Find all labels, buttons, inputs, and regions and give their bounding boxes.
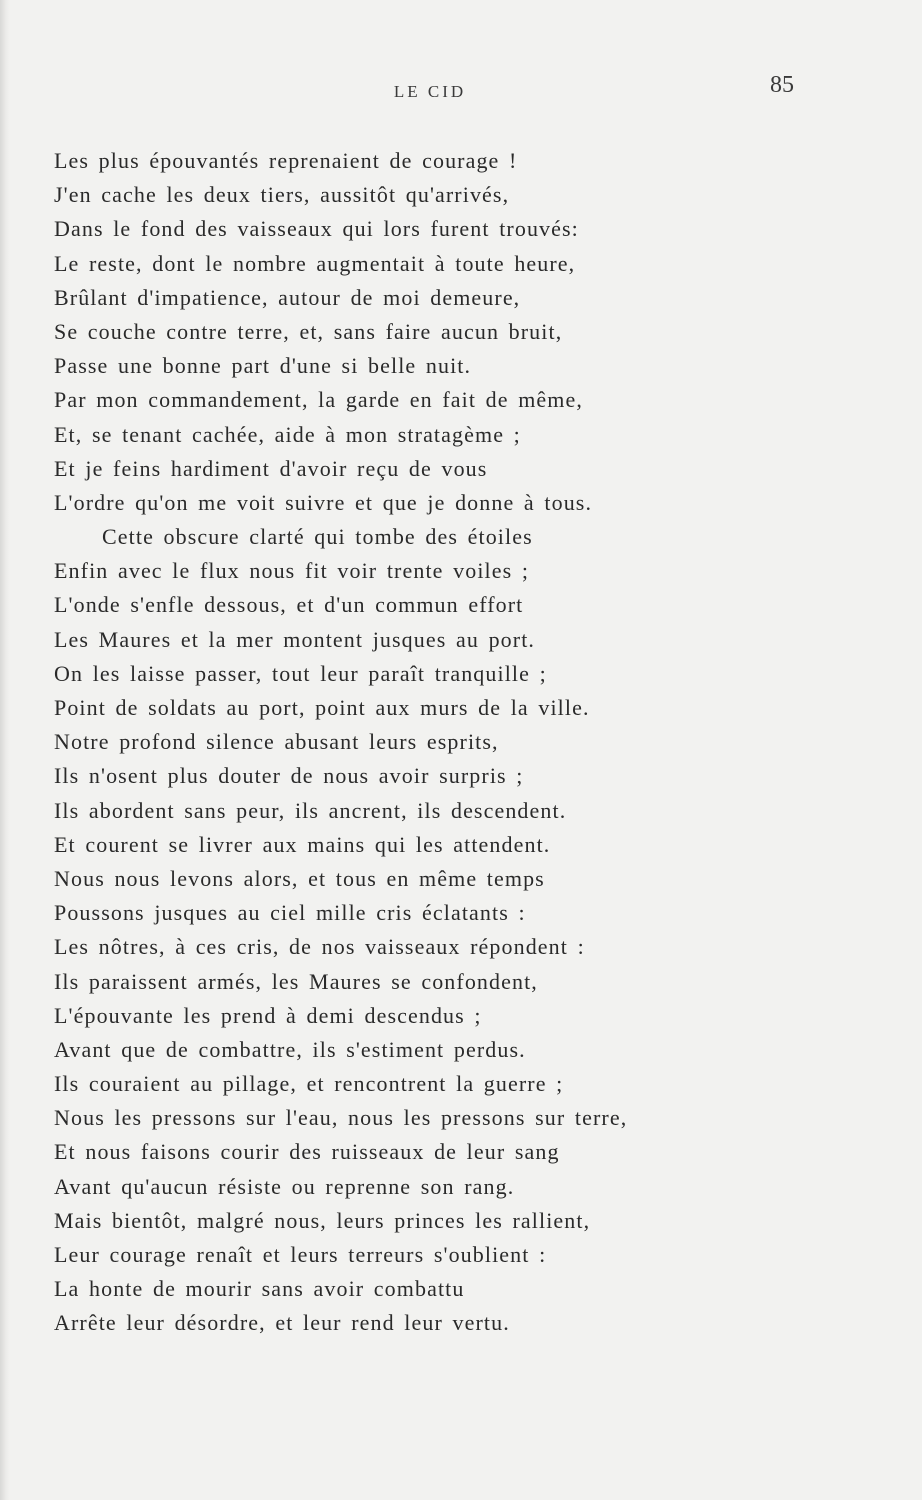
verse-line: Poussons jusques au ciel mille cris éclatants : xyxy=(54,900,526,926)
verse-line: Et nous faisons courir des ruisseaux de leur sang xyxy=(54,1139,560,1165)
verse-line: Arrête leur désordre, et leur rend leur vertu. xyxy=(54,1310,510,1336)
verse-line: Brûlant d'impatience, autour de moi demeure, xyxy=(54,284,521,310)
verse-line: Cette obscure clarté qui tombe des étoiles xyxy=(102,524,533,550)
verse-line: Point de soldats au port, point aux murs de la ville. xyxy=(54,695,590,720)
verse-line: Mais bientôt, malgré nous, leurs princes les rallient, xyxy=(54,1207,591,1233)
page-number: 85 xyxy=(770,72,794,98)
verse-line: Enfin avec le flux nous fit voir trente voiles ; xyxy=(54,558,530,584)
verse-line: Les Maures et la mer montent jusques au port. xyxy=(54,626,536,652)
verse-line: Ils abordent sans peur, ils ancrent, ils descendent. xyxy=(54,797,567,823)
verse-line: Et je feins hardiment d'avoir reçu de vous xyxy=(54,455,488,481)
verse-line: Passe une bonne part d'une si belle nuit. xyxy=(54,353,472,379)
verse-line: L'épouvante les prend à demi descendus ; xyxy=(54,1002,482,1028)
verse-line: Les nôtres, à ces cris, de nos vaisseaux répondent : xyxy=(54,934,585,960)
verse-line: Et, se tenant cachée, aide à mon stratagème ; xyxy=(54,421,521,447)
verse-line: Ils paraissent armés, les Maures se confondent, xyxy=(54,968,538,994)
verse-line: Ils n'osent plus douter de nous avoir surpris ; xyxy=(54,763,524,789)
verse-line: Ils couraient au pillage, et rencontrent la guerre ; xyxy=(54,1071,564,1097)
verse-line: Notre profond silence abusant leurs esprits, xyxy=(54,729,499,755)
verse-block xyxy=(54,144,814,1341)
verse-line: L'onde s'enfle dessous, et d'un commun effort xyxy=(54,592,524,618)
verse-line: Leur courage renaît et leurs terreurs s'oublient : xyxy=(54,1242,547,1267)
verse-line: Nous les pressons sur l'eau, nous les pressons sur terre, xyxy=(54,1105,628,1131)
verse-line: Et courent se livrer aux mains qui les attendent. xyxy=(54,831,551,857)
verse-line: Le reste, dont le nombre augmentait à toute heure, xyxy=(54,250,576,276)
verse-line: Dans le fond des vaisseaux qui lors furent trouvés: xyxy=(54,216,579,242)
verse-line: Les plus épouvantés reprenaient de courage ! xyxy=(54,148,518,173)
verse-line: Nous nous levons alors, et tous en même temps xyxy=(54,865,545,891)
verse-line: Avant qu'aucun résiste ou reprenne son rang. xyxy=(54,1173,515,1199)
verse-line: L'ordre qu'on me voit suivre et que je donne à tous. xyxy=(54,489,593,515)
verse-line: Par mon commandement, la garde en fait de même, xyxy=(54,387,583,413)
page-binding-edge xyxy=(0,0,10,1500)
verse-line: Avant que de combattre, ils s'estiment perdus. xyxy=(54,1036,526,1062)
verse-line: Se couche contre terre, et, sans faire aucun bruit, xyxy=(54,318,563,344)
verse-line: On les laisse passer, tout leur paraît tranquille ; xyxy=(54,660,547,686)
verse-line: La honte de mourir sans avoir combattu xyxy=(54,1276,465,1302)
verse-line: J'en cache les deux tiers, aussitôt qu'arrivés, xyxy=(54,182,510,208)
running-title: LE CID xyxy=(393,82,467,101)
